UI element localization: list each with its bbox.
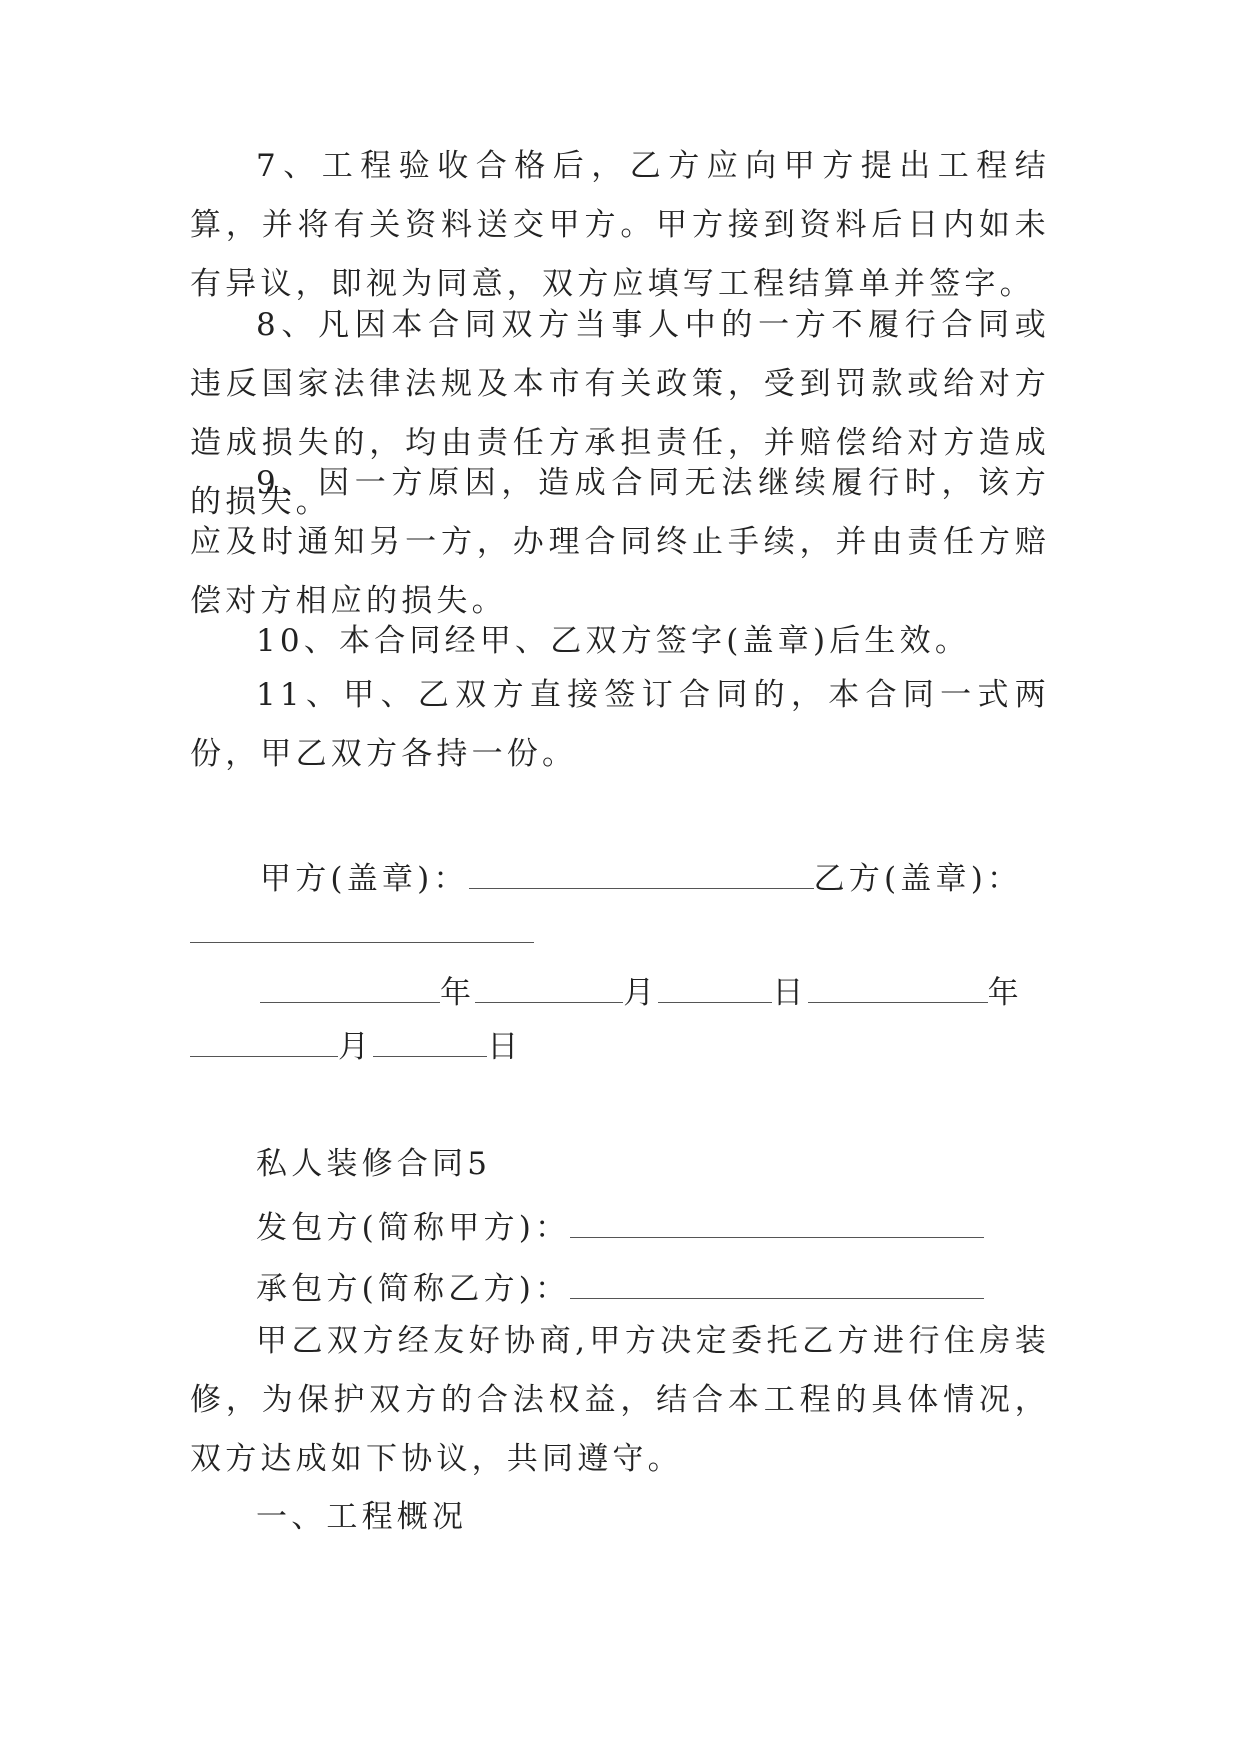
clause-8: 8、凡因本合同双方当事人中的一方不履行合同或违反国家法律法规及本市有关政策，受到罚款或给对方造成损失的，均由责任方承担责任，并赔偿给对方造成的损失。 — [190, 307, 1050, 520]
employer-label: 发包方(简称甲方)： — [256, 1210, 571, 1246]
party-a-signature-blank — [469, 858, 814, 889]
party-b-signature-line — [190, 912, 534, 953]
date-line-continued — [190, 1026, 522, 1067]
contract-5-intro: 甲乙双方经友好协商,甲方决定委托乙方进行住房装修，为保护双方的合法权益，结合本工程的具体情况，双方达成如下协议，共同遵守。 — [190, 1323, 1050, 1477]
party-b-signature-blank — [190, 912, 534, 943]
party-b-month-label: 月 — [338, 1029, 374, 1065]
party-b-month-blank — [190, 1026, 338, 1057]
employer-line — [256, 1207, 984, 1248]
clause-7: 7、工程验收合格后，乙方应向甲方提出工程结算，并将有关资料送交甲方。甲方接到资料后日内如未有异议，即视为同意，双方应填写工程结算单并签字。 — [190, 148, 1050, 302]
contractor-label: 承包方(简称乙方)： — [256, 1271, 571, 1307]
party-b-seal-label: 乙方(盖章)： — [813, 861, 1023, 897]
section-1-heading: 一、工程概况 — [256, 1499, 468, 1535]
party-a-year-label: 年 — [440, 975, 476, 1011]
contractor-name-blank — [570, 1268, 984, 1299]
party-b-day-blank — [373, 1026, 487, 1057]
party-a-month-blank — [475, 972, 623, 1003]
party-a-day-blank — [658, 972, 772, 1003]
party-b-year-label: 年 — [987, 975, 1023, 1011]
signature-line — [260, 858, 1022, 899]
party-b-year-blank — [808, 972, 988, 1003]
employer-name-blank — [570, 1207, 984, 1238]
party-a-year-blank — [260, 972, 440, 1003]
clause-10: 10、本合同经甲、乙双方签字(盖章)后生效。 — [256, 623, 971, 659]
clause-9: 9、因一方原因，造成合同无法继续履行时，该方应及时通知另一方，办理合同终止手续，并由责任方赔偿对方相应的损失。 — [190, 465, 1050, 619]
party-a-month-label: 月 — [623, 975, 659, 1011]
contractor-line — [256, 1268, 984, 1309]
contract-5-title: 私人装修合同5 — [256, 1146, 492, 1182]
party-a-day-label: 日 — [772, 975, 808, 1011]
party-a-seal-label: 甲方(盖章)： — [260, 861, 469, 897]
clause-11: 11、甲、乙双方直接签订合同的，本合同一式两份，甲乙双方各持一份。 — [190, 677, 1050, 772]
party-b-day-label: 日 — [487, 1029, 523, 1065]
date-line — [260, 972, 1023, 1013]
